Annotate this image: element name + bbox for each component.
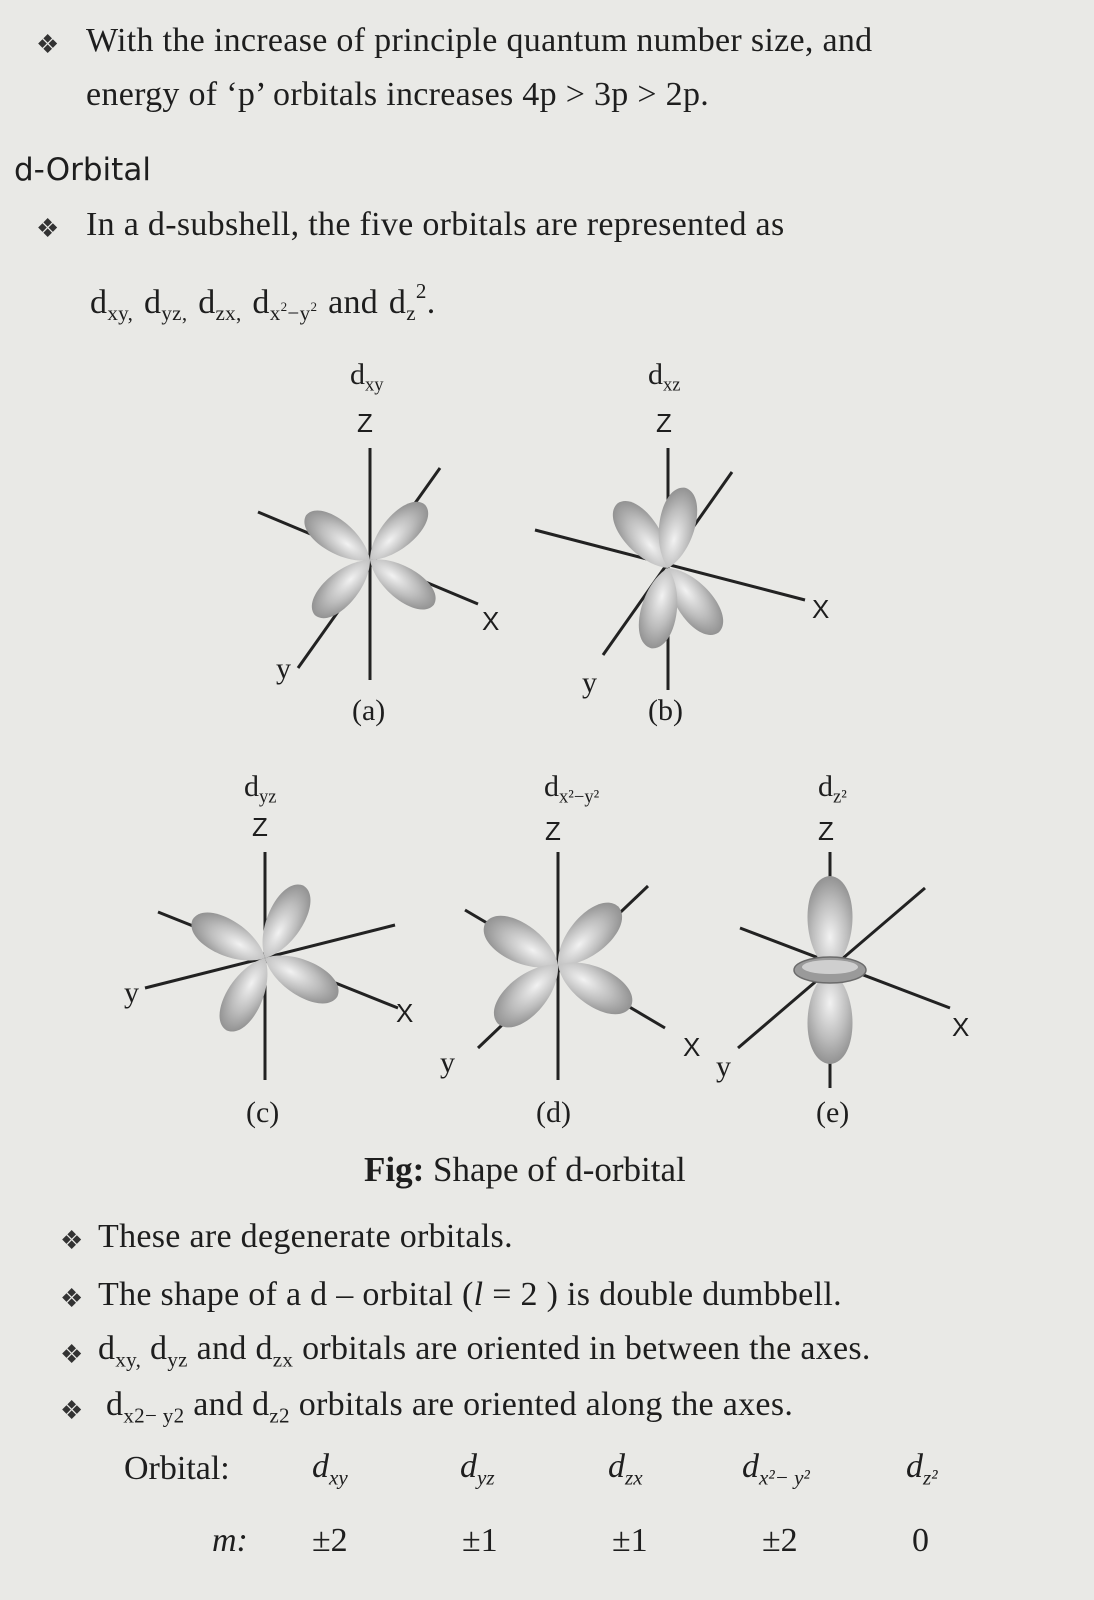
bullet-along-axes: $d_{x2- y2}$ and $d_{z2}$ orbitals are oriented along the axes.	[106, 1386, 794, 1428]
axis-label-z: Z	[545, 816, 561, 846]
axis-label-y: y	[582, 666, 597, 699]
bullet-diamond-icon: ❖	[60, 1396, 84, 1425]
label-dxy-title: $d_{xy}$	[350, 358, 384, 396]
orbital-dyz	[145, 852, 398, 1080]
axis-label-x: X	[952, 1012, 970, 1042]
table-m-dz2: 0	[912, 1522, 929, 1559]
bullet-diamond-icon: ❖	[60, 1340, 84, 1369]
text-line: energy of ‘p’ orbitals increases 4p > 3p > 2p.	[86, 76, 710, 113]
orbital-list: $d_{xy,}$ $d_{yz,}$ $d_{zx,}$ $d_{x^2-y^2}$ and $d_z^2$.	[90, 279, 436, 326]
axis-label-y: y	[276, 652, 291, 685]
axis-label-x: X	[683, 1032, 701, 1062]
axis-label-z: Z	[252, 812, 268, 842]
section-heading: d-Orbital	[14, 152, 151, 188]
axis-label-z: Z	[357, 408, 373, 438]
bullet-diamond-icon: ❖	[60, 1226, 84, 1255]
bullet-diamond-icon: ❖	[36, 214, 60, 243]
table-orbital-dyz: $d_{yz}$	[460, 1448, 495, 1490]
axis-label-x: X	[396, 998, 414, 1028]
axis-label-x: X	[812, 594, 830, 624]
caption-e: (e)	[816, 1096, 850, 1129]
table-orbital-dz2: $d_{z^2}$	[906, 1448, 938, 1490]
caption-a: (a)	[352, 694, 386, 727]
axis-label-z: Z	[818, 816, 834, 846]
orbital-dz2	[738, 852, 950, 1088]
bullet-diamond-icon: ❖	[36, 30, 60, 59]
table-orbital-dx2y2: $d_{x^2- y^2}$	[742, 1448, 810, 1490]
label-dx2y2-title: $d_{x^2-y^2}$	[544, 770, 600, 808]
bullet-shape: The shape of a d – orbital (l = 2 ) is double dumbbell.	[98, 1276, 842, 1313]
orbital-dxy	[258, 448, 478, 680]
axis-label-x: X	[482, 606, 500, 636]
figure-caption: Fig: Shape of d-orbital	[364, 1150, 686, 1189]
orbital-dx2-y2	[465, 852, 665, 1080]
table-m-label: m:	[212, 1522, 248, 1559]
label-dxz-title: $d_{xz}$	[648, 358, 681, 396]
caption-b: (b)	[648, 694, 683, 727]
axis-label-y: y	[440, 1046, 455, 1079]
orbital-dxz	[535, 448, 805, 690]
table-orbital-label: Orbital:	[124, 1450, 230, 1487]
bullet-degenerate: These are degenerate orbitals.	[98, 1218, 513, 1255]
caption-c: (c)	[246, 1096, 280, 1129]
bullet-diamond-icon: ❖	[60, 1284, 84, 1313]
table-m-dx2y2: ±2	[762, 1522, 798, 1559]
table-m-dzx: ±1	[612, 1522, 648, 1559]
caption-d: (d)	[536, 1096, 571, 1129]
text-line: With the increase of principle quantum number size, and	[86, 22, 873, 59]
table-orbital-dxy: $d_{xy}$	[312, 1448, 348, 1490]
label-dyz-title: $d_{yz}$	[244, 770, 277, 808]
text-line: In a d-subshell, the five orbitals are represented as	[86, 206, 785, 243]
axis-label-y: y	[716, 1050, 731, 1083]
label-dz2-title: $d_{z^2}$	[818, 770, 847, 808]
table-m-dxy: ±2	[312, 1522, 348, 1559]
table-orbital-dzx: $d_{zx}$	[608, 1448, 643, 1490]
axis-label-z: Z	[656, 408, 672, 438]
bullet-between-axes: $d_{xy,}$ $d_{yz}$ and $d_{zx}$ orbitals are oriented in between the axes.	[98, 1330, 871, 1372]
axis-label-y: y	[124, 976, 139, 1009]
table-m-dyz: ±1	[462, 1522, 498, 1559]
